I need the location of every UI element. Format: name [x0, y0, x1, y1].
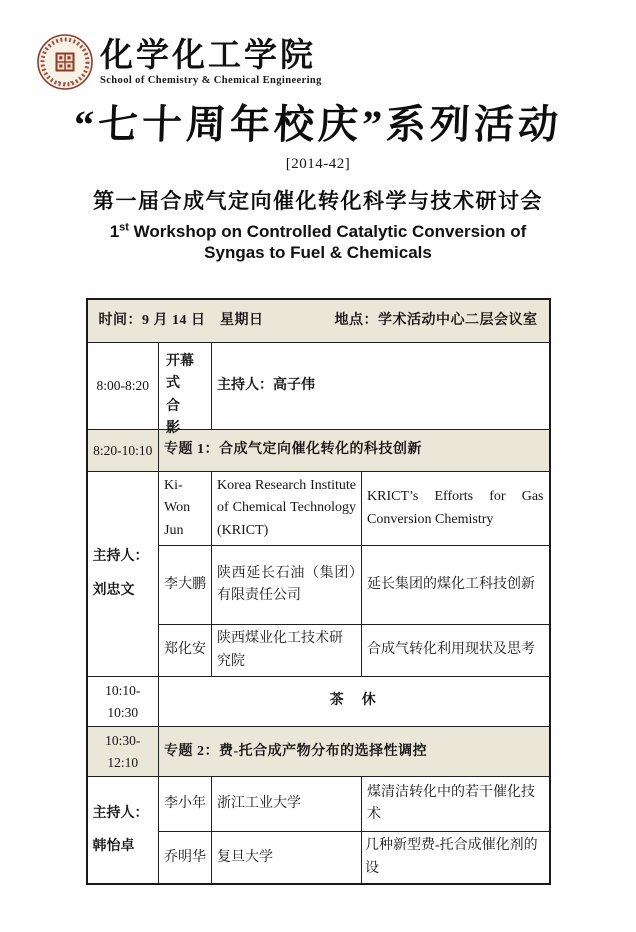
host-cell: 主持人：高子伟 — [212, 343, 550, 430]
time-cell: 10:30-12:10 — [87, 727, 159, 777]
talk-title-cell: 合成气转化利用现状及思考 — [362, 625, 550, 677]
ordinal-suffix: st — [119, 221, 129, 234]
chair-name: 韩怡卓 — [92, 839, 135, 855]
speaker-cell: 李小年 — [159, 777, 212, 832]
ceremony-item-1: 开幕式 — [166, 354, 194, 392]
ceremony-cell — [159, 343, 212, 437]
table-row-opening — [87, 343, 550, 430]
workshop-title-en-line1 — [0, 221, 636, 242]
ordinal-number: 1 — [109, 222, 120, 241]
talk-title-cell: 煤清洁转化中的若干催化技术 — [362, 777, 550, 832]
speaker-cell: 郑化安 — [159, 625, 212, 677]
meta-cell — [87, 299, 550, 343]
chair-name: 刘忠文 — [92, 582, 135, 598]
table-row-session2-header — [87, 727, 550, 777]
schedule-table — [86, 298, 551, 886]
university-seal-icon — [36, 33, 94, 91]
session1-title-cell: 专题 1：合成气定向催化转化的科技创新 — [159, 430, 550, 472]
meta-time: 时间：9 月 14 日 星期日 — [98, 312, 264, 328]
affiliation-cell: 浙江工业大学 — [212, 777, 362, 832]
affiliation-cell: Korea Research Institute of Chemical Technology (KRICT) — [212, 472, 362, 546]
meta-place: 地点：学术活动中心二层会议室 — [334, 312, 538, 328]
school-name-block — [100, 38, 322, 86]
tea-break-cell: 茶 休 — [159, 676, 550, 726]
time-cell: 10:10-10:30 — [87, 676, 159, 726]
session2-title-cell: 专题 2：费-托合成产物分布的选择性调控 — [159, 727, 550, 777]
speaker-cell: 李大鹏 — [159, 546, 212, 625]
document-number: [2014-42] — [285, 156, 351, 172]
time-cell: 8:20-10:10 — [87, 430, 159, 472]
document-page — [0, 32, 636, 932]
workshop-title-en-line2: Syngas to Fuel & Chemicals — [204, 243, 432, 263]
chair-label: 主持人： — [92, 549, 149, 565]
table-row-talk — [87, 777, 550, 832]
table-row-meta — [87, 299, 550, 343]
session1-chair-cell — [87, 472, 159, 677]
table-row-session1-header — [87, 430, 550, 472]
chair-label: 主持人： — [92, 805, 149, 821]
table-row-break — [87, 676, 550, 726]
school-name-en: School of Chemistry & Chemical Engineering — [100, 75, 322, 87]
talk-title-cell: 延长集团的煤化工科技创新 — [362, 546, 550, 625]
speaker-cell: Ki-Won Jun — [159, 472, 212, 546]
talk-title-cell: KRICT’s Efforts for Gas Conversion Chemistry — [362, 472, 550, 546]
table-row-talk — [87, 472, 550, 546]
school-name-cn: 化学化工学院 — [100, 37, 316, 74]
time-cell: 8:00-8:20 — [87, 343, 159, 430]
ceremony-item-2: 合 影 — [166, 398, 194, 437]
affiliation-cell: 陕西延长石油（集团）有限责任公司 — [212, 546, 362, 625]
workshop-title-en — [0, 221, 636, 264]
speaker-cell: 乔明华 — [159, 832, 212, 884]
workshop-title-cn: 第一届合成气定向催化转化科学与技术研讨会 — [93, 189, 543, 213]
title-en-rest: Workshop on Controlled Catalytic Conversion of — [128, 222, 527, 241]
session2-chair-cell — [87, 777, 159, 884]
school-logo-block — [36, 32, 636, 92]
affiliation-cell: 复旦大学 — [212, 832, 362, 884]
affiliation-cell: 陕西煤业化工技术研究院 — [212, 625, 362, 677]
anniversary-banner: “七十周年校庆”系列活动 — [73, 102, 563, 147]
talk-title-cell: 几种新型费-托合成催化剂的设 — [362, 832, 550, 884]
